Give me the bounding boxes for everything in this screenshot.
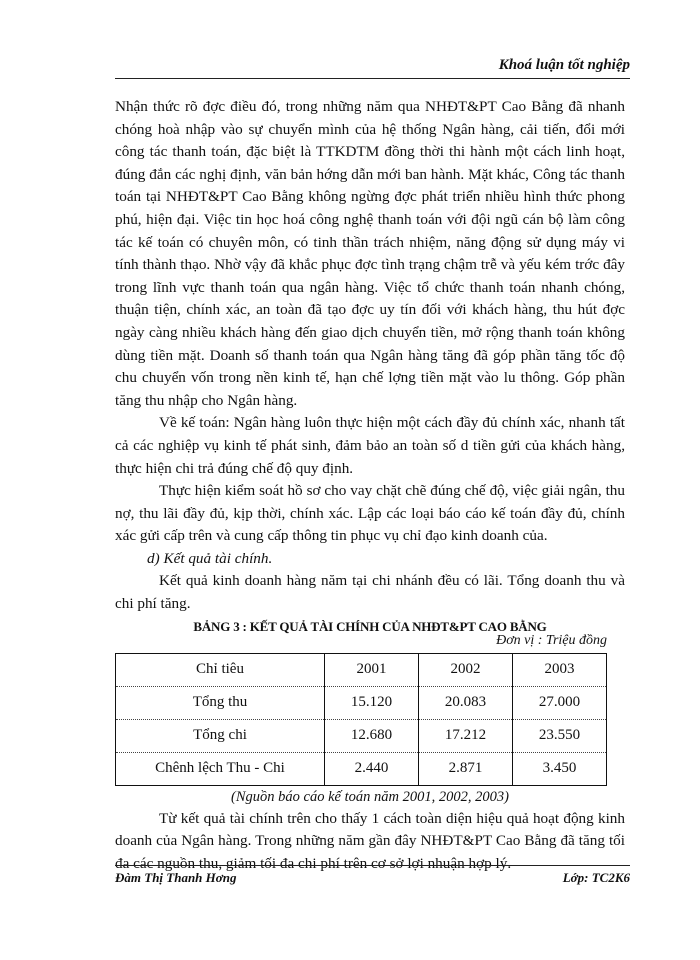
- footer-class: Lớp: TC2K6: [562, 870, 630, 885]
- paragraph-3: Thực hiện kiểm soát hồ sơ cho vay chặt chẽ đúng chế độ, việc giải ngân, thu nợ, thu lãi đầy đủ, kịp thời, chính xác. Lập các loại báo cáo kế toán đầy đủ, chính xác gửi cấp trên và cung cấp thông tin phục vụ chỉ đạo kinh doanh của.: [115, 482, 625, 545]
- table-cell: 17.212: [419, 719, 513, 752]
- header-cell: 2001: [325, 653, 419, 686]
- table-cell: 20.083: [419, 686, 513, 719]
- table-cell: 27.000: [513, 686, 607, 719]
- document-body: [115, 96, 625, 875]
- page-footer: [115, 865, 630, 885]
- table-cell: 2.440: [325, 752, 419, 785]
- table-row: [116, 719, 607, 752]
- table-unit: Đơn vị : Triệu đồng: [496, 632, 607, 648]
- paragraph-5: Từ kết quả tài chính trên cho thấy 1 cách toàn diện hiệu quả hoạt động kinh doanh của Ngân hàng. Trong những năm gần đây NHĐT&PT Cao Bằng đã tăng tối đa các nguồn thu, giảm tối đa chi phí trên cơ sở lợi nhuận hợp lý.: [115, 809, 625, 872]
- table-caption: BẢNG 3 : KẾT QUẢ TÀI CHÍNH CỦA NHĐT&PT CAO BẰNG: [193, 618, 547, 634]
- paragraph-1: Nhận thức rõ đợc điều đó, trong những năm qua NHĐT&PT Cao Bằng đã nhanh chóng hoà nhập vào sự chuyển mình của hệ thống Ngân hàng, cải tiến, đổi mới công tác thanh toán, đặc biệt là TTKDTM đồng thời thi hành một cách linh hoạt, đúng đắn các nghị định, văn bản hớng dẫn mới ban hành. Mặt khác, Công tác thanh toán tại NHĐT&PT Cao Bằng không ngừng đợc phát triển nhiều hình thức phong phú, hiện đại. Việc tin học hoá công nghệ thanh toán với đội ngũ cán bộ làm công tác kế toán có chuyên môn, có tinh thần trách nhiệm, năng động sử dụng máy vi tính thành thạo. Nhờ vậy đã khắc phục đợc tình trạng chậm trễ và yếu kém trớc đây trong lĩnh vực thanh toán qua ngân hàng. Việc tổ chức thanh toán nhanh chóng, thuận tiện, chính xác, an toàn đã tạo đợc uy tín đối với khách hàng, thu hút đợc ngày càng nhiều khách hàng đến giao dịch chuyển tiền, mở rộng thanh toán không dùng tiền mặt. Doanh số thanh toán qua Ngân hàng tăng đã góp phần tăng tốc độ chu chuyển vốn trong nền kinh tế, hạn chế lợng tiền mặt vào lu thông. Góp phần tăng thu nhập cho Ngân hàng.: [115, 98, 625, 409]
- table-cell: 2.871: [419, 752, 513, 785]
- table-cell: 15.120: [325, 686, 419, 719]
- paragraph-2: Về kế toán: Ngân hàng luôn thực hiện một cách đầy đủ chính xác, nhanh tất cả các nghiệp vụ kinh tế phát sinh, đảm bảo an toàn số d tiền gửi của khách hàng, thực hiện chi trả đúng chế độ quy định.: [115, 414, 625, 477]
- section-heading: d) Kết quả tài chính.: [147, 549, 273, 567]
- header-cell: Chỉ tiêu: [116, 653, 325, 686]
- table-cell: 3.450: [513, 752, 607, 785]
- header-cell: 2002: [419, 653, 513, 686]
- financial-results-table: [115, 653, 607, 786]
- paragraph-4: Kết quả kinh doanh hàng năm tại chi nhánh đều có lãi. Tổng doanh thu và chi phí tăng.: [115, 572, 625, 613]
- table-row: [116, 752, 607, 785]
- header-cell: 2003: [513, 653, 607, 686]
- table-cell: Tổng chi: [116, 719, 325, 752]
- table-cell: Tổng thu: [116, 686, 325, 719]
- table-cell: Chênh lệch Thu - Chi: [155, 760, 285, 777]
- page-header: [115, 56, 630, 79]
- table-row: [116, 686, 607, 719]
- table-header-row: [116, 653, 607, 686]
- table-cell: 12.680: [325, 719, 419, 752]
- header-title: Khoá luận tốt nghiệp: [498, 57, 630, 73]
- footer-author: Đàm Thị Thanh Hơng: [115, 870, 237, 885]
- table-source: (Nguồn báo cáo kế toán năm 2001, 2002, 2003): [231, 788, 509, 805]
- table-cell: 23.550: [513, 719, 607, 752]
